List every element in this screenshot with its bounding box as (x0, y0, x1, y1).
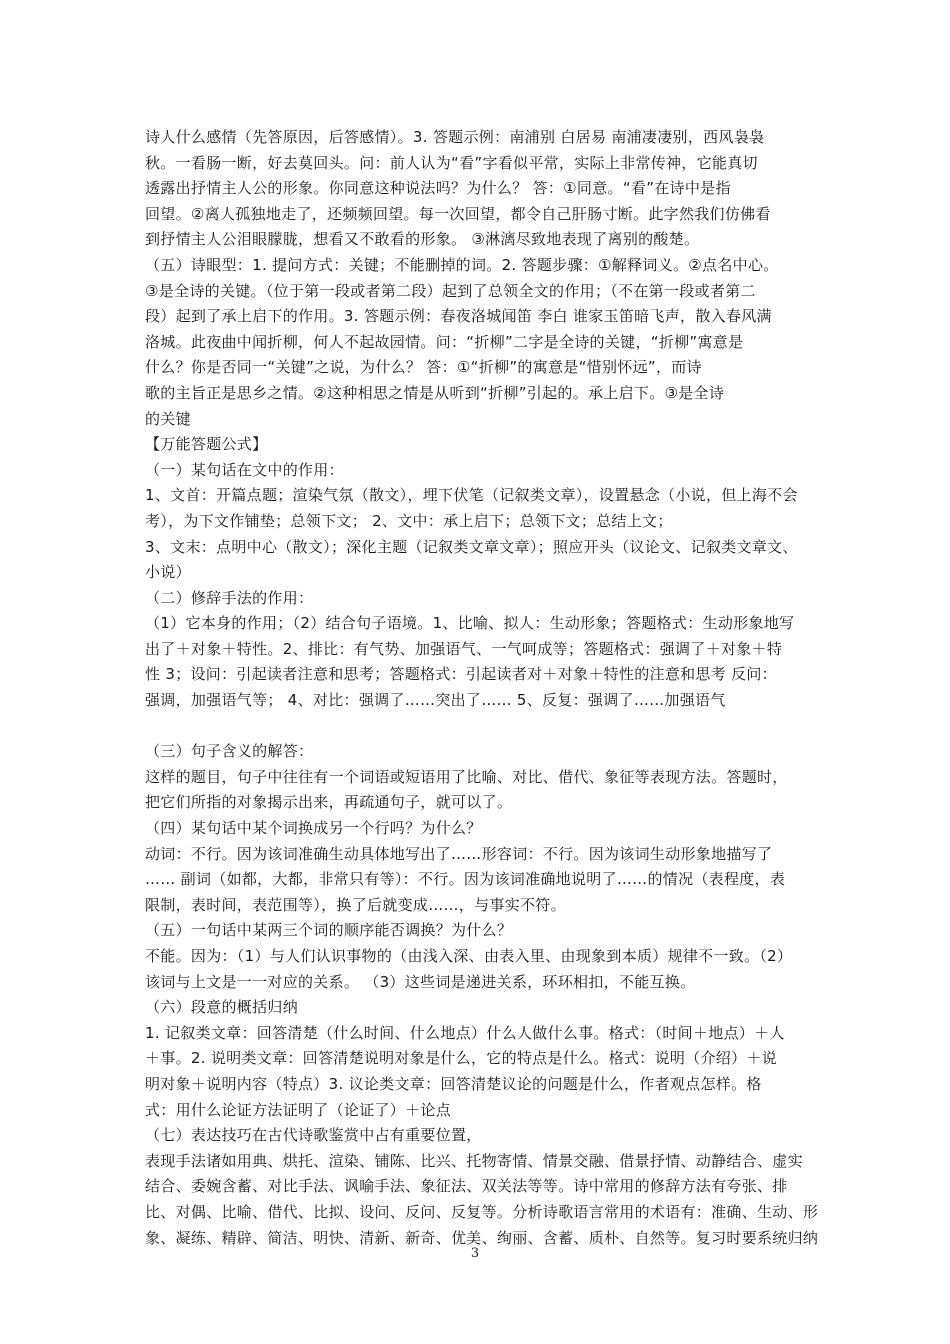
text-line: （四）某句话中某个词换成另一个行吗？为什么？ (145, 819, 482, 838)
text-line: 【万能答题公式】 (145, 435, 268, 454)
text-line: 1、文首：开篇点题；渲染气氛（散文），埋下伏笔（记叙类文章），设置悬念（小说，但上海不会 (145, 486, 798, 505)
text-line: 到抒情主人公泪眼朦胧，想看又不敢看的形象。 ③淋漓尽致地表现了离别的酸楚。 (145, 230, 700, 249)
text-line: （二）修辞手法的作用： (145, 588, 314, 607)
text-line: ③是全诗的关键。（位于第一段或者第二段）起到了总领全文的作用；（不在第一段或者第二 (145, 281, 756, 300)
document-body (145, 125, 825, 1251)
text-line: 歌的主旨正是思乡之情。②这种相思之情是从听到“折柳”引起的。承上启下。③是全诗 (145, 383, 725, 402)
text-line: 限制，表时间，表范围等），换了后就变成……，与事实不符。 (145, 895, 566, 914)
text-line: ＋事。2. 说明类文章：回答清楚说明对象是什么，它的特点是什么。格式：说明（介绍）＋说 (145, 1049, 777, 1068)
text-line: 1. 记叙类文章：回答清楚（什么时间、什么地点）什么人做什么事。格式：（时间＋地点）＋人 (145, 1023, 785, 1042)
text-line: 把它们所指的对象揭示出来，再疏通句子，就可以了。 (145, 793, 513, 812)
text-line: 这样的题目，句子中往往有一个词语或短语用了比喻、对比、借代、象征等表现方法。答题时， (145, 767, 788, 786)
text-line: 不能。因为：（1）与人们认识事物的（由浅入深、由表入里、由现象到本质）规律不一致。（2） (145, 947, 793, 965)
text-line: 出了＋对象＋特性。2、排比：有气势、加强语气、一气呵成等；答题格式：强调了＋对象＋特 (145, 639, 783, 658)
text-line: 小说） (145, 563, 191, 582)
text-line: 比、对偶、比喻、借代、比拟、设问、反问、反复等。分析诗歌语言常用的术语有：准确、生动、形 (145, 1202, 819, 1221)
text-line: 透露出抒情主人公的形象。你同意这种说法吗？为什么？ 答：①同意。“看”在诗中是指 (145, 179, 731, 198)
text-line: 3、文末：点明中心（散文）；深化主题（记叙类文章文章）；照应开头（议论文、记叙类文章文、 (145, 537, 798, 556)
text-line: 回望。②离人孤独地走了，还频频回望。每一次回望，都令自己肝肠寸断。此字然我们仿佛看 (145, 204, 771, 223)
text-line: （一）某句话在文中的作用： (145, 460, 344, 479)
text-line: 动词：不行。因为该词准确生动具体地写出了……形容词：不行。因为该词生动形象地描写了 (145, 844, 773, 863)
text-line: （六）段意的概括归纳 (145, 998, 299, 1017)
text-line: （五）诗眼型：1. 提问方式：关键；不能删掉的词。2. 答题步骤：①解释词义。②点名中心。 (145, 255, 779, 274)
page-number: 3 (470, 1246, 480, 1261)
text-line: 象、凝练、精辟、简洁、明快、清新、新奇、优美、绚丽、含蓄、质朴、自然等。复习时要系统归纳 (145, 1228, 819, 1247)
text-line: 段）起到了承上启下的作用。3. 答题示例：春夜洛城闻笛 李白 谁家玉笛暗飞声，散入春风满 (145, 307, 772, 326)
text-line: 秋。一看肠一断，好去莫回头。问：前人认为“看”字看似平常，实际上非常传神，它能真切 (145, 153, 758, 172)
text-line: （1）它本身的作用；（2）结合句子语境。1、比喻、拟人：生动形象；答题格式：生动形象地写 (145, 614, 795, 633)
text-line: （五）一句话中某两三个词的顺序能否调换？为什么？ (145, 921, 513, 940)
text-line: 明对象＋说明内容（特点）3. 议论类文章：回答清楚议论的问题是什么，作者观点怎样。格 (145, 1074, 762, 1093)
text-line: （三）句子含义的解答： (145, 742, 314, 761)
text-line: 诗人什么感情（先答原因，后答感情）。3. 答题示例：南浦别 白居易 南浦凄凄别，西风袅袅 (145, 128, 765, 146)
text-line: 强调，加强语气等； 4、对比：强调了……突出了…… 5、反复：强调了……加强语气 (145, 691, 726, 710)
text-line: （七）表达技巧在古代诗歌鉴赏中占有重要位置， (145, 1126, 482, 1145)
text-line: …… 副词（如都，大都，非常只有等）：不行。因为该词准确地说明了……的情况（表程度，表 (145, 870, 786, 889)
text-line: 考），为下文作铺垫；总领下文； 2、文中：承上启下；总领下文；总结上文； (145, 511, 673, 530)
text-line: 的关键 (145, 409, 191, 428)
blank-line (145, 714, 825, 740)
text-line: 式：用什么论证方法证明了（论证了）＋论点 (145, 1100, 452, 1119)
text-line: 性 3；设问：引起读者注意和思考；答题格式：引起读者对＋对象＋特性的注意和思考 反问： (145, 665, 777, 684)
text-line: 该词与上文是一一对应的关系。 （3）这些词是递进关系，环环相扣，不能互换。 (145, 972, 696, 991)
text-line: 结合、委婉含蓄、对比手法、讽喻手法、象征法、双关法等等。诗中常用的修辞方法有夸张、排 (145, 1177, 788, 1196)
text-line: 洛城。此夜曲中闻折柳，何人不起故园情。问：“折柳”二字是全诗的关键，“折柳”寓意是 (145, 332, 744, 351)
text-line: 什么？你是否同一“关键”之说，为什么？ 答：①“折柳”的寓意是“惜别怀远”，而诗 (145, 358, 702, 377)
text-line: 表现手法诸如用典、烘托、渲染、铺陈、比兴、托物寄情、情景交融、借景抒情、动静结合、虚实 (145, 1151, 803, 1170)
